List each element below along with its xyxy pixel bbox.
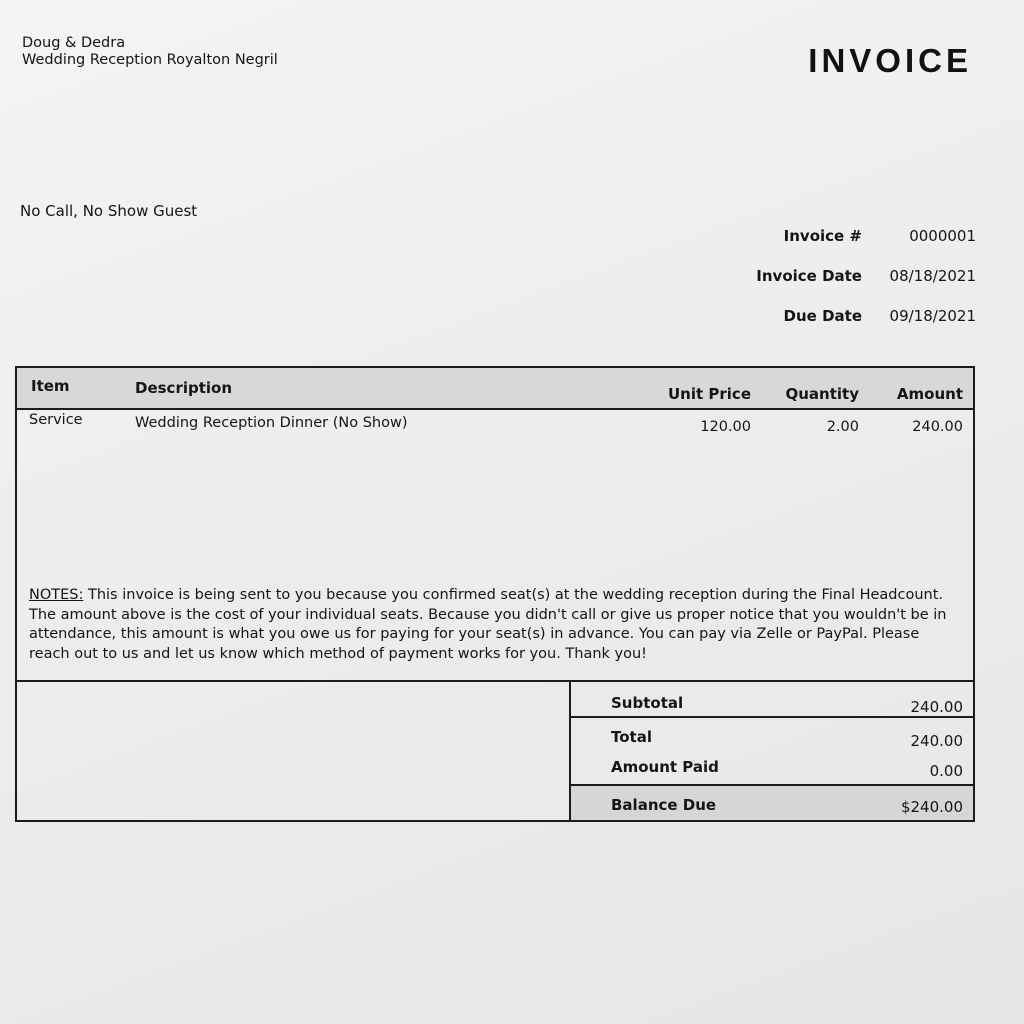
balance-due-row bbox=[571, 784, 973, 820]
due-date-value: 09/18/2021 bbox=[889, 307, 976, 325]
row-amount: 240.00 bbox=[912, 419, 963, 435]
header-unit-price: Unit Price bbox=[668, 385, 751, 403]
subtotal-row bbox=[571, 682, 973, 718]
line-items-table bbox=[15, 366, 975, 682]
invoice-date-label: Invoice Date bbox=[756, 267, 862, 285]
totals-section bbox=[15, 682, 975, 822]
notes bbox=[29, 586, 963, 664]
header-description: Description bbox=[135, 379, 233, 397]
table-header bbox=[17, 368, 973, 410]
invoice-date-value: 08/18/2021 bbox=[889, 267, 976, 285]
sender-block bbox=[22, 35, 278, 69]
total-value: 240.00 bbox=[910, 732, 963, 750]
subtotal-value: 240.00 bbox=[910, 698, 963, 716]
header-amount: Amount bbox=[896, 385, 963, 403]
row-unit-price: 120.00 bbox=[700, 419, 751, 435]
total-row bbox=[571, 718, 973, 750]
notes-label: NOTES: bbox=[29, 587, 84, 603]
notes-text: This invoice is being sent to you because you confirmed seat(s) at the wedding reception during the Final Headcount. The amount above is the cost of your individual seats. Because you didn't call or give us proper notice that you wouldn't be in attendance, this amount is what you owe us for paying for your seat(s) in advance. You can pay via Zelle or PayPal. Please reach out to us and let us know which method of payment works for you. Thank you! bbox=[29, 587, 947, 662]
bill-to: No Call, No Show Guest bbox=[20, 202, 198, 220]
balance-due-label: Balance Due bbox=[611, 796, 717, 814]
row-quantity: 2.00 bbox=[826, 419, 859, 435]
totals-box bbox=[569, 682, 973, 820]
total-label: Total bbox=[611, 728, 652, 746]
row-item: Service bbox=[29, 412, 83, 428]
amount-paid-row bbox=[571, 750, 973, 784]
due-date-label: Due Date bbox=[783, 307, 862, 325]
amount-paid-value: 0.00 bbox=[929, 762, 963, 780]
document-title: INVOICE bbox=[808, 42, 972, 79]
sender-name: Doug & Dedra bbox=[22, 35, 126, 51]
row-description: Wedding Reception Dinner (No Show) bbox=[135, 415, 408, 431]
invoice-number-value: 0000001 bbox=[909, 227, 976, 245]
invoice-number-row bbox=[716, 227, 976, 267]
invoice-meta bbox=[716, 227, 976, 347]
invoice-date-row bbox=[716, 267, 976, 307]
due-date-row bbox=[716, 307, 976, 347]
header-quantity: Quantity bbox=[785, 385, 859, 403]
header-item: Item bbox=[31, 377, 70, 395]
balance-due-value: $240.00 bbox=[900, 798, 963, 816]
sender-event: Wedding Reception Royalton Negril bbox=[22, 52, 278, 68]
subtotal-label: Subtotal bbox=[611, 694, 684, 712]
amount-paid-label: Amount Paid bbox=[611, 758, 719, 776]
table-row bbox=[17, 408, 973, 448]
invoice-number-label: Invoice # bbox=[783, 227, 862, 245]
